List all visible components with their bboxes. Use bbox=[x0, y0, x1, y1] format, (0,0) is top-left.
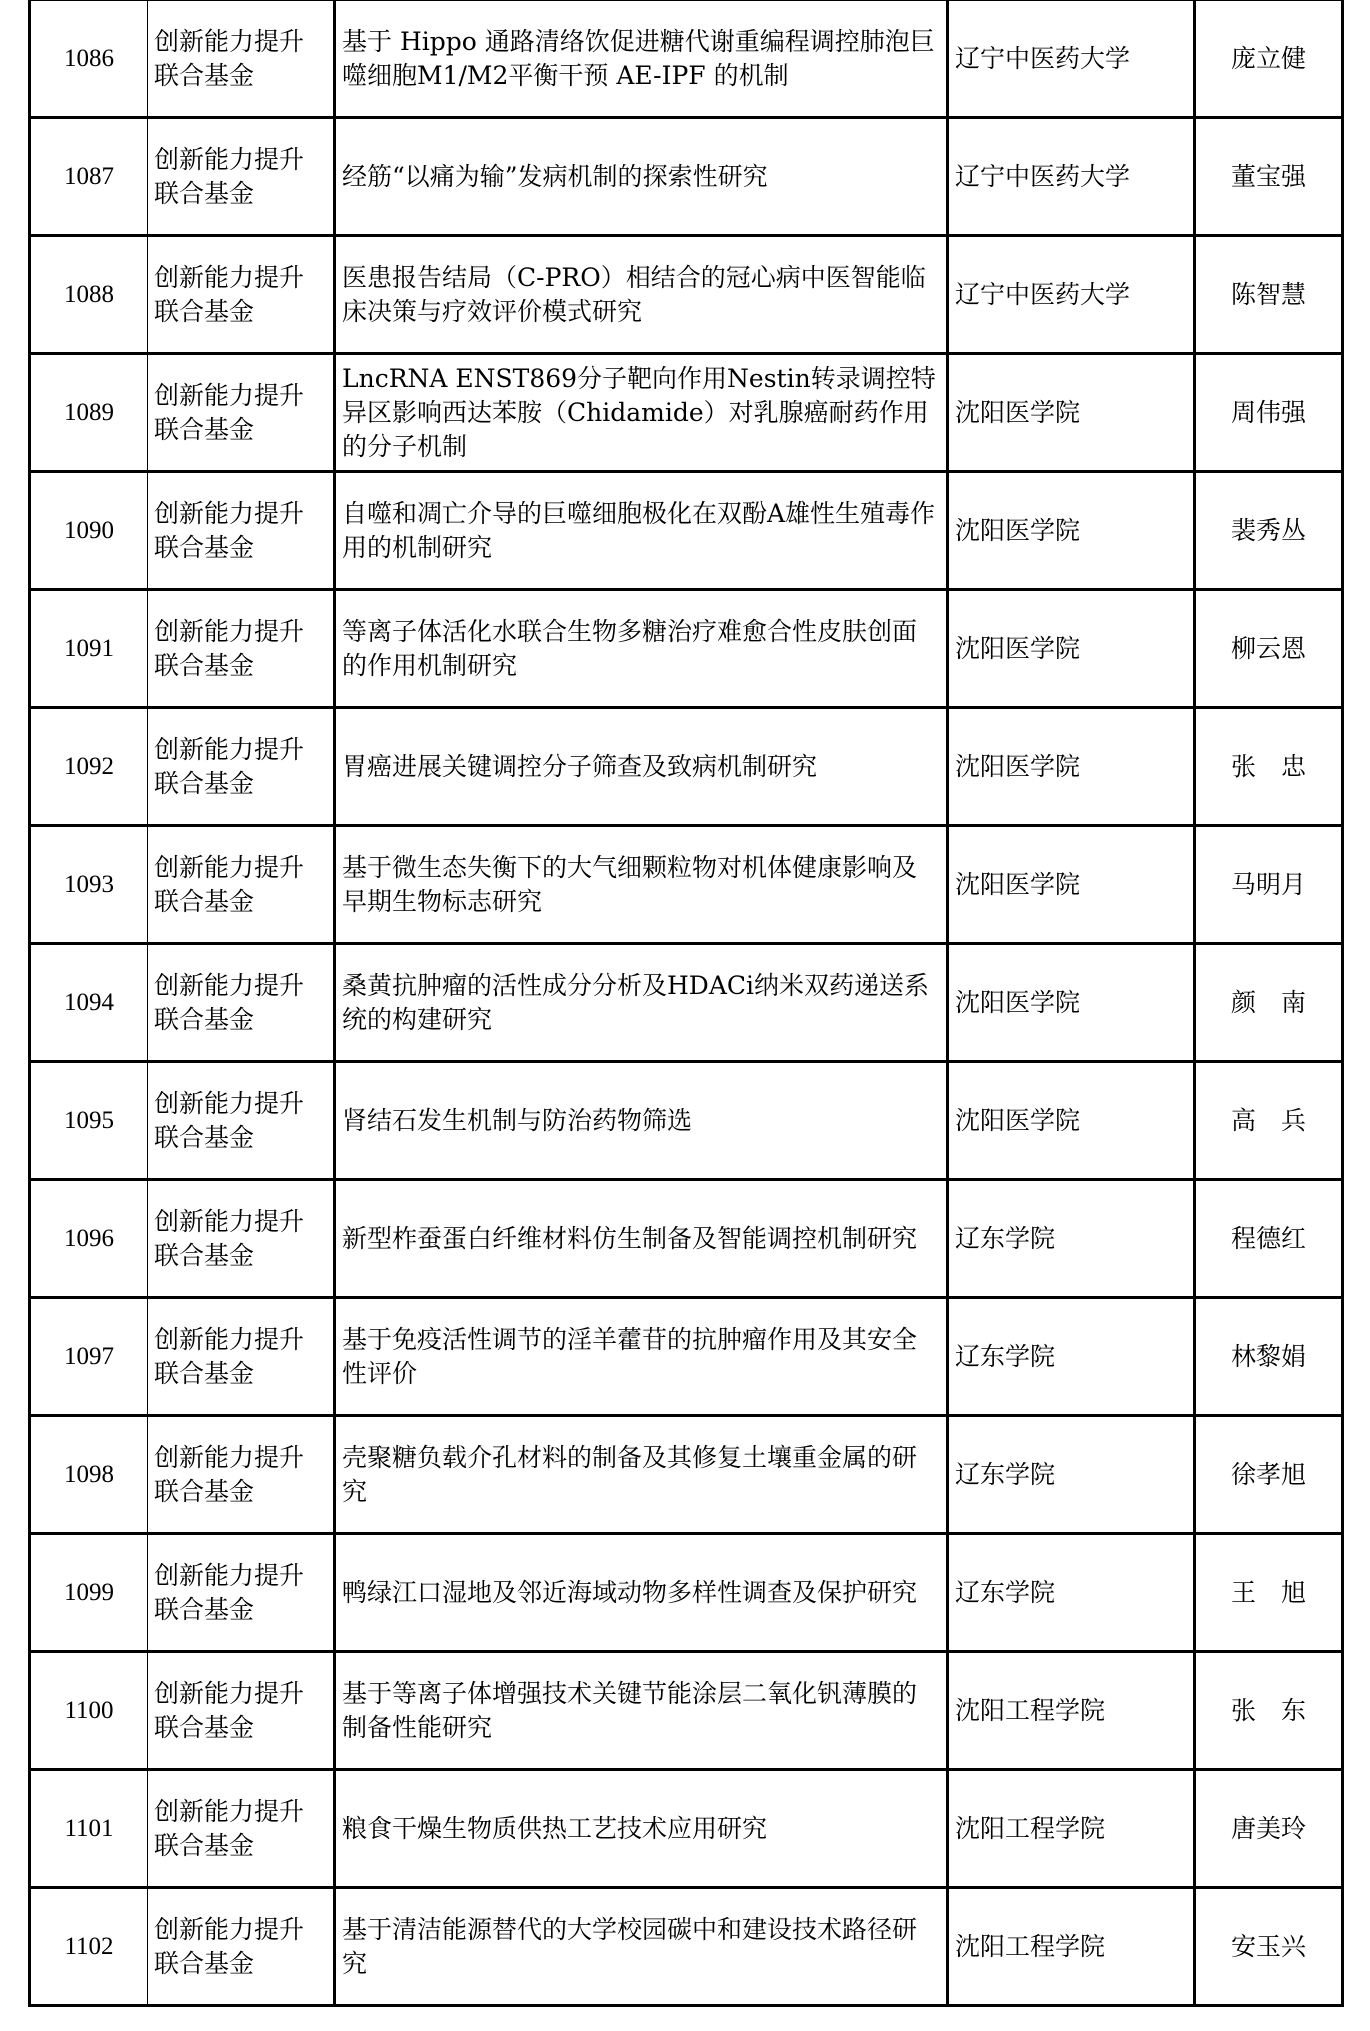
institution-cell: 沈阳医学院 bbox=[948, 826, 1195, 944]
fund-type-cell: 创新能力提升 联合基金 bbox=[148, 590, 335, 708]
institution-cell: 辽宁中医药大学 bbox=[948, 118, 1195, 236]
project-number-cell: 1086 bbox=[30, 1, 148, 118]
table-row bbox=[30, 1180, 1343, 1298]
institution-cell: 辽东学院 bbox=[948, 1180, 1195, 1298]
principal-investigator-cell: 庞立健 bbox=[1195, 1, 1343, 118]
fund-type-cell: 创新能力提升 联合基金 bbox=[148, 236, 335, 354]
table-row bbox=[30, 1534, 1343, 1652]
project-title-cell: 胃癌进展关键调控分子筛查及致病机制研究 bbox=[335, 708, 948, 826]
project-number-cell: 1091 bbox=[30, 590, 148, 708]
principal-investigator-cell: 张 东 bbox=[1195, 1652, 1343, 1770]
principal-investigator-cell: 王 旭 bbox=[1195, 1534, 1343, 1652]
institution-cell: 辽宁中医药大学 bbox=[948, 236, 1195, 354]
project-number-cell: 1089 bbox=[30, 354, 148, 472]
principal-investigator-cell: 唐美玲 bbox=[1195, 1770, 1343, 1888]
fund-type-cell: 创新能力提升 联合基金 bbox=[148, 1416, 335, 1534]
project-title-cell: LncRNA ENST869分子靶向作用Nestin转录调控特异区影响西达苯胺（Chidamide）对乳腺癌耐药作用的分子机制 bbox=[335, 354, 948, 472]
principal-investigator-cell: 柳云恩 bbox=[1195, 590, 1343, 708]
project-title-cell: 基于等离子体增强技术关键节能涂层二氧化钒薄膜的制备性能研究 bbox=[335, 1652, 948, 1770]
project-title-cell: 壳聚糖负载介孔材料的制备及其修复土壤重金属的研究 bbox=[335, 1416, 948, 1534]
principal-investigator-cell: 颜 南 bbox=[1195, 944, 1343, 1062]
project-number-cell: 1101 bbox=[30, 1770, 148, 1888]
project-number-cell: 1097 bbox=[30, 1298, 148, 1416]
table-row bbox=[30, 118, 1343, 236]
project-number-cell: 1096 bbox=[30, 1180, 148, 1298]
fund-type-cell: 创新能力提升 联合基金 bbox=[148, 472, 335, 590]
table-row bbox=[30, 1, 1343, 118]
table-row bbox=[30, 236, 1343, 354]
project-title-cell: 基于 Hippo 通路清络饮促进糖代谢重编程调控肺泡巨噬细胞M1/M2平衡干预 AE-IPF 的机制 bbox=[335, 1, 948, 118]
table-row bbox=[30, 1652, 1343, 1770]
institution-cell: 沈阳工程学院 bbox=[948, 1652, 1195, 1770]
fund-type-cell: 创新能力提升 联合基金 bbox=[148, 1652, 335, 1770]
principal-investigator-cell: 张 忠 bbox=[1195, 708, 1343, 826]
institution-cell: 沈阳医学院 bbox=[948, 590, 1195, 708]
fund-type-cell: 创新能力提升 联合基金 bbox=[148, 944, 335, 1062]
institution-cell: 沈阳医学院 bbox=[948, 708, 1195, 826]
fund-type-cell: 创新能力提升 联合基金 bbox=[148, 118, 335, 236]
institution-cell: 辽东学院 bbox=[948, 1298, 1195, 1416]
project-title-cell: 自噬和凋亡介导的巨噬细胞极化在双酚A雄性生殖毒作用的机制研究 bbox=[335, 472, 948, 590]
fund-type-cell: 创新能力提升 联合基金 bbox=[148, 708, 335, 826]
principal-investigator-cell: 林黎娟 bbox=[1195, 1298, 1343, 1416]
project-table-page bbox=[28, 0, 1344, 2007]
institution-cell: 辽东学院 bbox=[948, 1416, 1195, 1534]
table-row bbox=[30, 1888, 1343, 2006]
project-number-cell: 1100 bbox=[30, 1652, 148, 1770]
project-table-body bbox=[30, 1, 1343, 2006]
project-title-cell: 基于微生态失衡下的大气细颗粒物对机体健康影响及早期生物标志研究 bbox=[335, 826, 948, 944]
principal-investigator-cell: 周伟强 bbox=[1195, 354, 1343, 472]
table-row bbox=[30, 708, 1343, 826]
project-table bbox=[28, 0, 1344, 2007]
project-number-cell: 1093 bbox=[30, 826, 148, 944]
principal-investigator-cell: 裴秀丛 bbox=[1195, 472, 1343, 590]
table-row bbox=[30, 1062, 1343, 1180]
institution-cell: 辽宁中医药大学 bbox=[948, 1, 1195, 118]
project-number-cell: 1090 bbox=[30, 472, 148, 590]
table-row bbox=[30, 1298, 1343, 1416]
fund-type-cell: 创新能力提升 联合基金 bbox=[148, 1534, 335, 1652]
fund-type-cell: 创新能力提升 联合基金 bbox=[148, 826, 335, 944]
project-title-cell: 鸭绿江口湿地及邻近海域动物多样性调查及保护研究 bbox=[335, 1534, 948, 1652]
principal-investigator-cell: 陈智慧 bbox=[1195, 236, 1343, 354]
fund-type-cell: 创新能力提升 联合基金 bbox=[148, 1770, 335, 1888]
institution-cell: 沈阳医学院 bbox=[948, 1062, 1195, 1180]
table-row bbox=[30, 1770, 1343, 1888]
fund-type-cell: 创新能力提升 联合基金 bbox=[148, 354, 335, 472]
project-title-cell: 桑黄抗肿瘤的活性成分分析及HDACi纳米双药递送系统的构建研究 bbox=[335, 944, 948, 1062]
table-row bbox=[30, 472, 1343, 590]
institution-cell: 沈阳工程学院 bbox=[948, 1770, 1195, 1888]
principal-investigator-cell: 程德红 bbox=[1195, 1180, 1343, 1298]
table-row bbox=[30, 944, 1343, 1062]
project-number-cell: 1092 bbox=[30, 708, 148, 826]
institution-cell: 沈阳医学院 bbox=[948, 472, 1195, 590]
fund-type-cell: 创新能力提升 联合基金 bbox=[148, 1062, 335, 1180]
project-number-cell: 1088 bbox=[30, 236, 148, 354]
project-number-cell: 1102 bbox=[30, 1888, 148, 2006]
principal-investigator-cell: 高 兵 bbox=[1195, 1062, 1343, 1180]
institution-cell: 沈阳医学院 bbox=[948, 354, 1195, 472]
project-title-cell: 新型柞蚕蛋白纤维材料仿生制备及智能调控机制研究 bbox=[335, 1180, 948, 1298]
fund-type-cell: 创新能力提升 联合基金 bbox=[148, 1888, 335, 2006]
principal-investigator-cell: 马明月 bbox=[1195, 826, 1343, 944]
principal-investigator-cell: 徐孝旭 bbox=[1195, 1416, 1343, 1534]
project-title-cell: 等离子体活化水联合生物多糖治疗难愈合性皮肤创面的作用机制研究 bbox=[335, 590, 948, 708]
project-number-cell: 1098 bbox=[30, 1416, 148, 1534]
institution-cell: 沈阳医学院 bbox=[948, 944, 1195, 1062]
table-row bbox=[30, 826, 1343, 944]
project-number-cell: 1095 bbox=[30, 1062, 148, 1180]
project-title-cell: 肾结石发生机制与防治药物筛选 bbox=[335, 1062, 948, 1180]
principal-investigator-cell: 董宝强 bbox=[1195, 118, 1343, 236]
project-number-cell: 1094 bbox=[30, 944, 148, 1062]
institution-cell: 沈阳工程学院 bbox=[948, 1888, 1195, 2006]
project-title-cell: 基于清洁能源替代的大学校园碳中和建设技术路径研究 bbox=[335, 1888, 948, 2006]
fund-type-cell: 创新能力提升 联合基金 bbox=[148, 1298, 335, 1416]
fund-type-cell: 创新能力提升 联合基金 bbox=[148, 1180, 335, 1298]
principal-investigator-cell: 安玉兴 bbox=[1195, 1888, 1343, 2006]
project-title-cell: 基于免疫活性调节的淫羊藿苷的抗肿瘤作用及其安全性评价 bbox=[335, 1298, 948, 1416]
project-title-cell: 医患报告结局（C-PRO）相结合的冠心病中医智能临床决策与疗效评价模式研究 bbox=[335, 236, 948, 354]
project-title-cell: 粮食干燥生物质供热工艺技术应用研究 bbox=[335, 1770, 948, 1888]
table-row bbox=[30, 590, 1343, 708]
fund-type-cell: 创新能力提升 联合基金 bbox=[148, 1, 335, 118]
project-number-cell: 1087 bbox=[30, 118, 148, 236]
table-row bbox=[30, 354, 1343, 472]
project-title-cell: 经筋“以痛为输”发病机制的探索性研究 bbox=[335, 118, 948, 236]
table-row bbox=[30, 1416, 1343, 1534]
institution-cell: 辽东学院 bbox=[948, 1534, 1195, 1652]
project-number-cell: 1099 bbox=[30, 1534, 148, 1652]
